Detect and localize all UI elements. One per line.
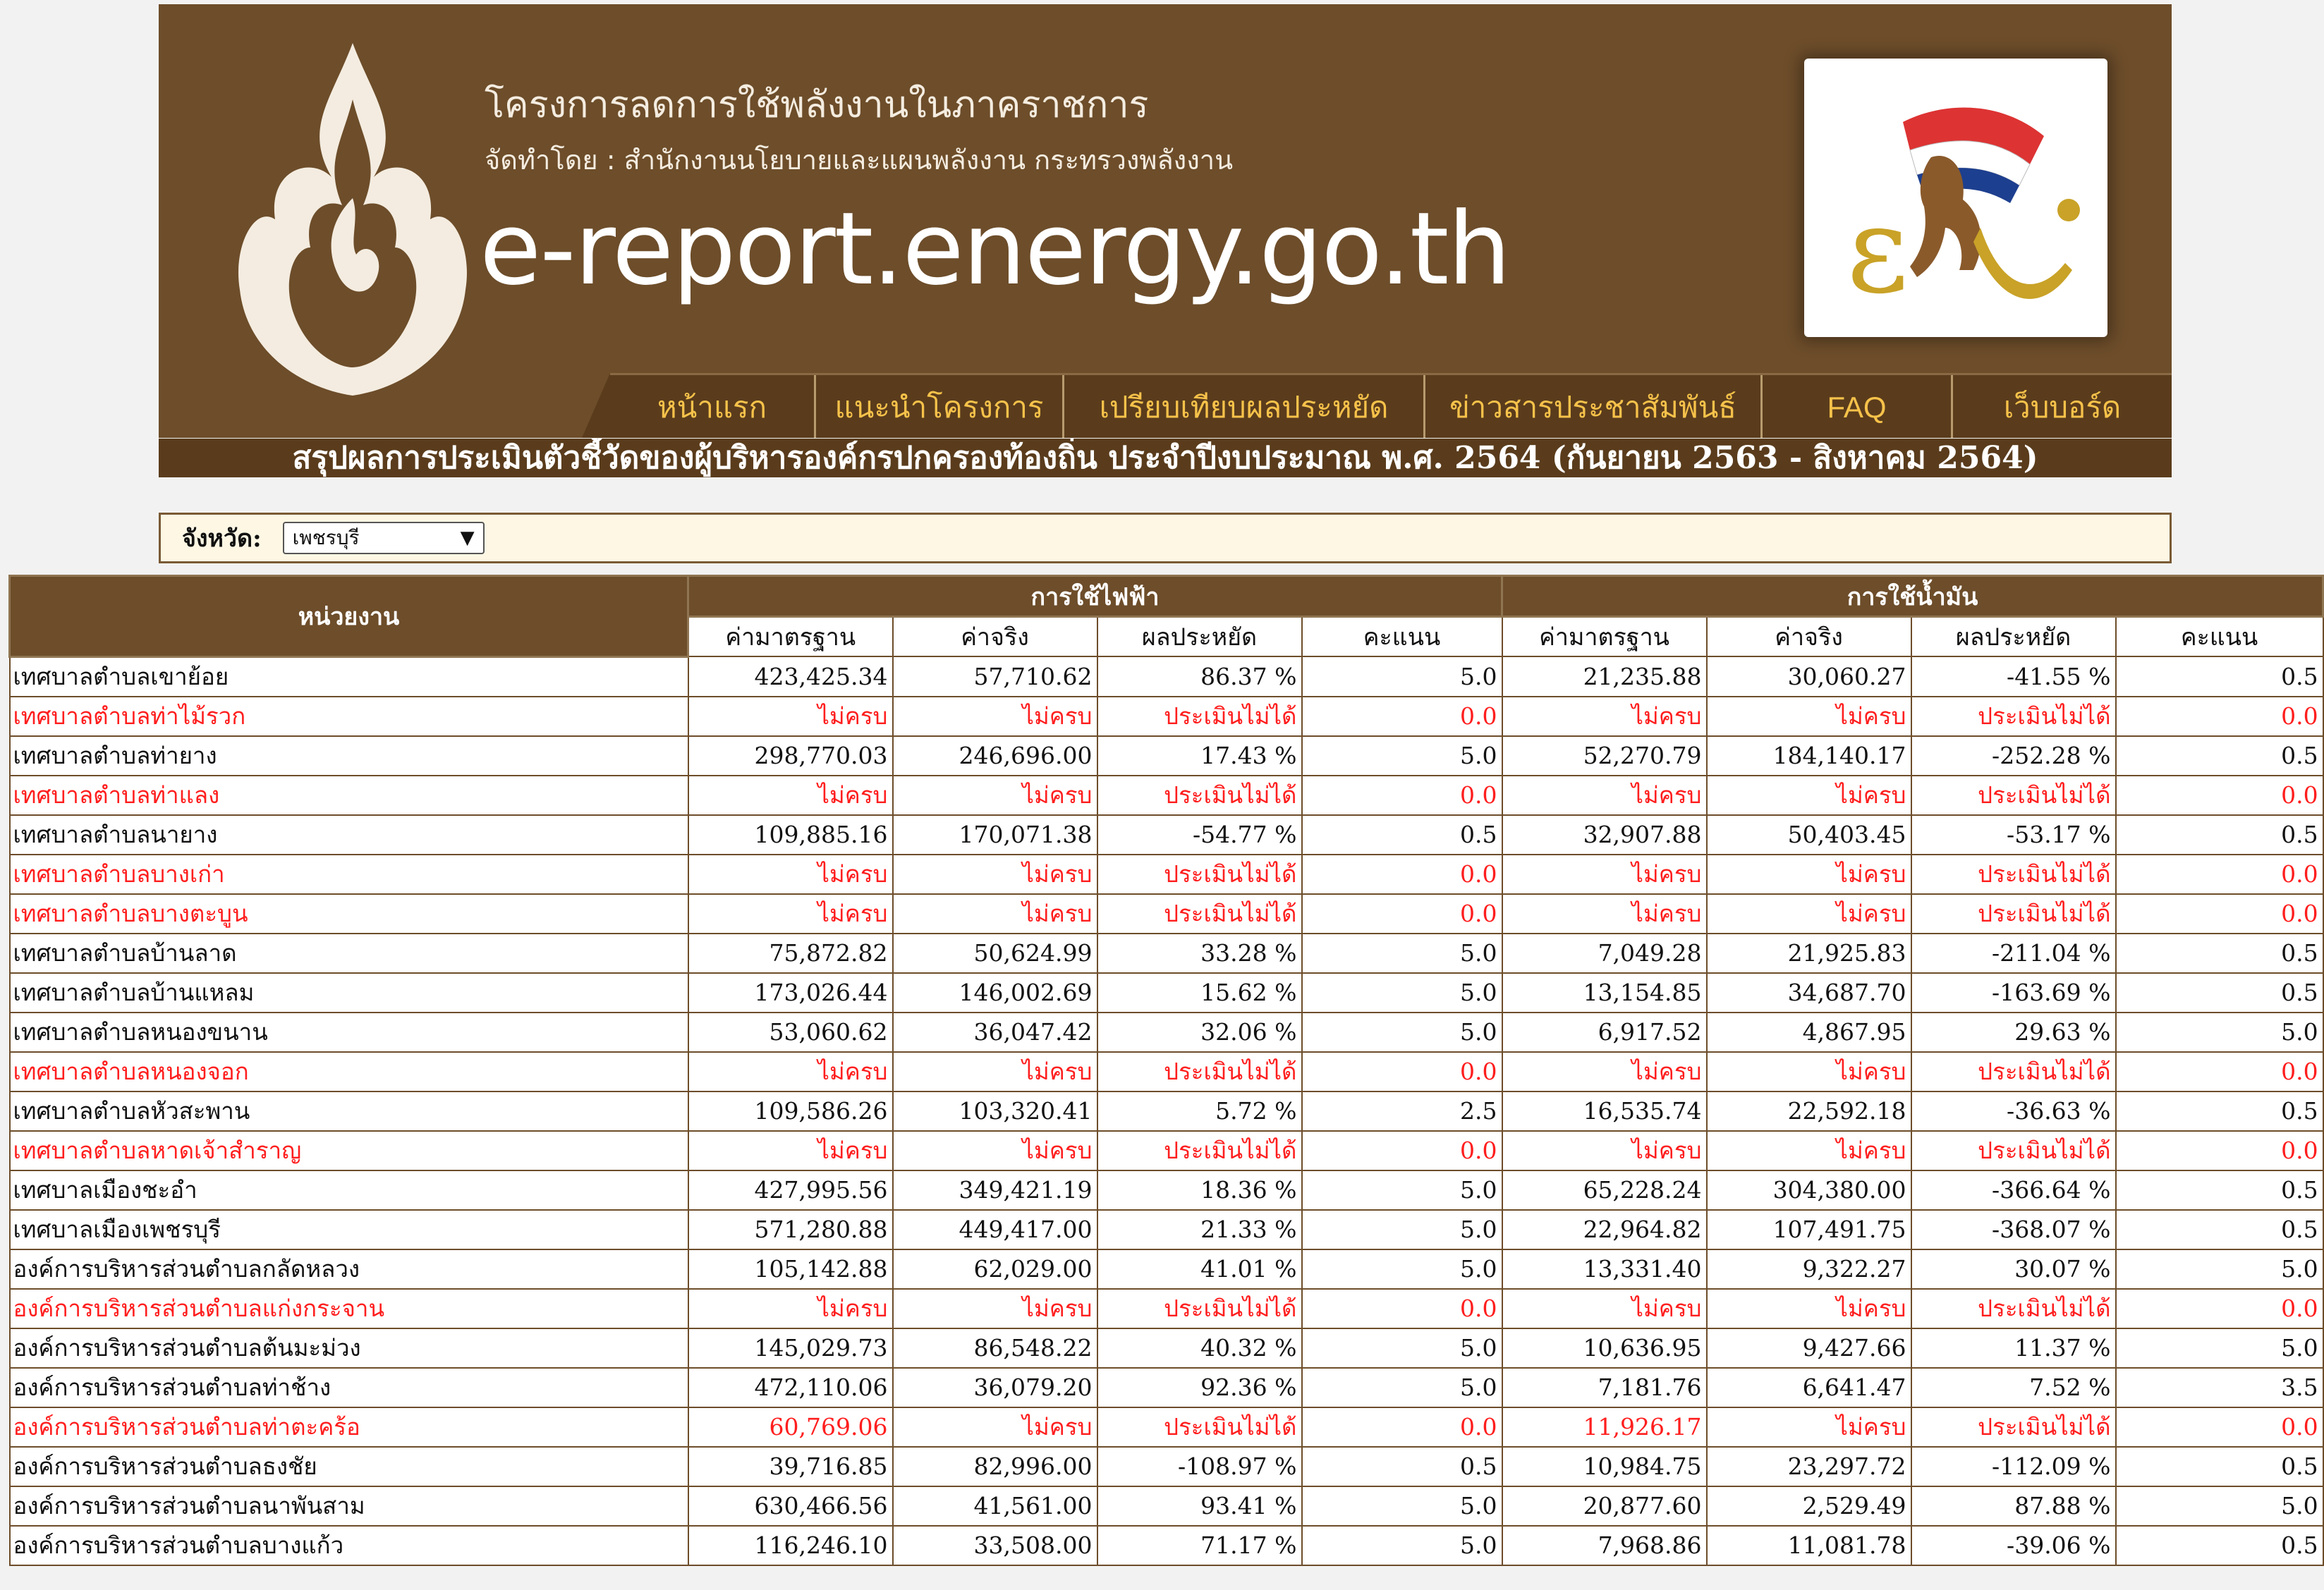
table-cell: ไม่ครบ xyxy=(893,697,1097,736)
table-row xyxy=(10,855,2323,894)
table-cell: 5.0 xyxy=(1302,1486,1502,1526)
nav-webboard[interactable]: เว็บบอร์ด xyxy=(2003,391,2122,424)
table-cell: ประเมินไม่ได้ xyxy=(1097,776,1302,815)
table-cell: 11,926.17 xyxy=(1502,1407,1707,1447)
table-cell: 0.5 xyxy=(2116,973,2323,1013)
table-cell: ประเมินไม่ได้ xyxy=(1911,1052,2116,1091)
table-cell: 13,154.85 xyxy=(1502,973,1707,1013)
table-cell: 5.0 xyxy=(1302,1249,1502,1289)
table-cell: 0.5 xyxy=(2116,815,2323,855)
unit-name-link[interactable]: เทศบาลตำบลบ้านลาด xyxy=(10,934,688,973)
table-cell: 109,885.16 xyxy=(688,815,893,855)
table-cell: 0.0 xyxy=(2116,1407,2323,1447)
table-row xyxy=(10,1526,2323,1565)
table-cell: 50,624.99 xyxy=(893,934,1097,973)
table-cell: ไม่ครบ xyxy=(893,776,1097,815)
table-row xyxy=(10,697,2323,736)
sub-header-6: ผลประหยัด xyxy=(1911,617,2116,657)
table-cell: 32,907.88 xyxy=(1502,815,1707,855)
table-cell: 427,995.56 xyxy=(688,1170,893,1210)
table-cell: 5.72 % xyxy=(1097,1091,1302,1131)
table-cell: 5.0 xyxy=(2116,1013,2323,1052)
table-cell: ไม่ครบ xyxy=(893,1407,1097,1447)
table-cell: 0.5 xyxy=(2116,656,2323,697)
table-cell: ไม่ครบ xyxy=(1707,697,1911,736)
table-cell: 87.88 % xyxy=(1911,1486,2116,1526)
table-cell: ไม่ครบ xyxy=(1707,1289,1911,1328)
table-cell: -36.63 % xyxy=(1911,1091,2116,1131)
table-row xyxy=(10,1407,2323,1447)
table-cell: 0.5 xyxy=(2116,1210,2323,1249)
table-cell: -108.97 % xyxy=(1097,1447,1302,1486)
unit-name-link[interactable]: เทศบาลตำบลนายาง xyxy=(10,815,688,855)
table-cell: 71.17 % xyxy=(1097,1526,1302,1565)
results-table xyxy=(8,575,2324,1566)
table-cell: 7,049.28 xyxy=(1502,934,1707,973)
table-cell: ประเมินไม่ได้ xyxy=(1097,1131,1302,1170)
table-cell: 5.0 xyxy=(1302,1526,1502,1565)
table-cell: 423,425.34 xyxy=(688,656,893,697)
table-cell: ประเมินไม่ได้ xyxy=(1097,1407,1302,1447)
table-cell: 0.0 xyxy=(2116,1131,2323,1170)
unit-name-link[interactable]: เทศบาลเมืองชะอำ xyxy=(10,1170,688,1210)
table-cell: ไม่ครบ xyxy=(1502,1131,1707,1170)
table-cell: ประเมินไม่ได้ xyxy=(1097,855,1302,894)
table-row xyxy=(10,1368,2323,1407)
unit-name-link[interactable]: เทศบาลตำบลบางตะบูน xyxy=(10,894,688,934)
table-cell: 0.0 xyxy=(2116,776,2323,815)
province-selected-value: เพชรบุรี xyxy=(292,526,360,549)
table-cell: -41.55 % xyxy=(1911,656,2116,697)
table-cell: 0.0 xyxy=(2116,855,2323,894)
table-row xyxy=(10,1249,2323,1289)
table-cell: 349,421.19 xyxy=(893,1170,1097,1210)
table-cell: ประเมินไม่ได้ xyxy=(1911,776,2116,815)
table-cell: ไม่ครบ xyxy=(688,1131,893,1170)
unit-name-link[interactable]: องค์การบริหารส่วนตำบลกลัดหลวง xyxy=(10,1249,688,1289)
table-cell: -54.77 % xyxy=(1097,815,1302,855)
table-cell: 10,984.75 xyxy=(1502,1447,1707,1486)
table-cell: -368.07 % xyxy=(1911,1210,2116,1249)
table-cell: 22,964.82 xyxy=(1502,1210,1707,1249)
table-cell: 6,641.47 xyxy=(1707,1368,1911,1407)
table-cell: 0.0 xyxy=(1302,1131,1502,1170)
unit-name-link[interactable]: องค์การบริหารส่วนตำบลท่าตะคร้อ xyxy=(10,1407,688,1447)
table-cell: 0.0 xyxy=(1302,894,1502,934)
table-cell: 18.36 % xyxy=(1097,1170,1302,1210)
table-cell: ไม่ครบ xyxy=(1502,1289,1707,1328)
table-cell: 82,996.00 xyxy=(893,1447,1097,1486)
table-cell: 75,872.82 xyxy=(688,934,893,973)
table-cell: ไม่ครบ xyxy=(688,855,893,894)
table-cell: 50,403.45 xyxy=(1707,815,1911,855)
site-domain: e-report.energy.go.th xyxy=(480,191,1510,307)
table-cell: 5.0 xyxy=(1302,1170,1502,1210)
table-row xyxy=(10,894,2323,934)
table-cell: 146,002.69 xyxy=(893,973,1097,1013)
report-subtitle: สรุปผลการประเมินตัวชี้วัดของผู้บริหารองค์กรปกครองท้องถิ่น ประจำปีงบประมาณ พ.ศ. 2564 (กันยายน 2563 - สิงหาคม 2564) xyxy=(159,439,2172,477)
table-cell: 7.52 % xyxy=(1911,1368,2116,1407)
table-cell: ไม่ครบ xyxy=(1502,894,1707,934)
table-row xyxy=(10,1131,2323,1170)
table-cell: 16,535.74 xyxy=(1502,1091,1707,1131)
table-cell: 0.5 xyxy=(2116,736,2323,776)
table-cell: 5.0 xyxy=(2116,1249,2323,1289)
table-cell: 22,592.18 xyxy=(1707,1091,1911,1131)
table-row xyxy=(10,815,2323,855)
table-cell: 449,417.00 xyxy=(893,1210,1097,1249)
table-row xyxy=(10,1289,2323,1328)
table-cell: 103,320.41 xyxy=(893,1091,1097,1131)
table-cell: 298,770.03 xyxy=(688,736,893,776)
horse-flag-logo-icon xyxy=(1804,59,2107,337)
table-row xyxy=(10,1091,2323,1131)
table-cell: 41,561.00 xyxy=(893,1486,1097,1526)
unit-name-link[interactable]: องค์การบริหารส่วนตำบลนาพันสาม xyxy=(10,1486,688,1526)
table-cell: ไม่ครบ xyxy=(1707,1131,1911,1170)
table-cell: 246,696.00 xyxy=(893,736,1097,776)
table-cell: 60,769.06 xyxy=(688,1407,893,1447)
table-cell: 304,380.00 xyxy=(1707,1170,1911,1210)
table-cell: 53,060.62 xyxy=(688,1013,893,1052)
unit-name-link[interactable]: เทศบาลตำบลบางเก่า xyxy=(10,855,688,894)
table-cell: 9,427.66 xyxy=(1707,1328,1911,1368)
table-cell: 0.0 xyxy=(1302,776,1502,815)
table-cell: 107,491.75 xyxy=(1707,1210,1911,1249)
table-cell: 86,548.22 xyxy=(893,1328,1097,1368)
table-cell: 39,716.85 xyxy=(688,1447,893,1486)
table-cell: 36,079.20 xyxy=(893,1368,1097,1407)
unit-name-link[interactable]: เทศบาลตำบลท่ายาง xyxy=(10,736,688,776)
table-cell: 30,060.27 xyxy=(1707,656,1911,697)
unit-name-link[interactable]: องค์การบริหารส่วนตำบลแก่งกระจาน xyxy=(10,1289,688,1328)
table-row xyxy=(10,1447,2323,1486)
table-row xyxy=(10,736,2323,776)
table-cell: 62,029.00 xyxy=(893,1249,1097,1289)
table-cell: 5.0 xyxy=(1302,736,1502,776)
unit-name-link[interactable]: เทศบาลตำบลหัวสะพาน xyxy=(10,1091,688,1131)
table-cell: 0.5 xyxy=(2116,1526,2323,1565)
table-row xyxy=(10,1052,2323,1091)
table-cell: ประเมินไม่ได้ xyxy=(1097,1289,1302,1328)
unit-name-link[interactable]: เทศบาลตำบลท่าแลง xyxy=(10,776,688,815)
table-cell: 15.62 % xyxy=(1097,973,1302,1013)
table-cell: 11.37 % xyxy=(1911,1328,2116,1368)
table-cell: 21,235.88 xyxy=(1502,656,1707,697)
province-select[interactable] xyxy=(283,522,485,554)
table-row xyxy=(10,776,2323,815)
table-cell: 105,142.88 xyxy=(688,1249,893,1289)
table-cell: ไม่ครบ xyxy=(688,697,893,736)
unit-name-link[interactable]: เทศบาลตำบลเขาย้อย xyxy=(10,656,688,697)
nav-faq[interactable]: FAQ xyxy=(1763,375,1953,438)
eoi-logo xyxy=(1804,59,2107,337)
table-cell: 17.43 % xyxy=(1097,736,1302,776)
unit-name-link[interactable]: เทศบาลเมืองเพชรบุรี xyxy=(10,1210,688,1249)
sub-header-1: ค่าจริง xyxy=(893,617,1097,657)
table-cell: 5.0 xyxy=(1302,973,1502,1013)
table-cell: 0.5 xyxy=(1302,1447,1502,1486)
logo-epsilon: ε xyxy=(1847,181,1909,320)
sub-header-7: คะแนน xyxy=(2116,617,2323,657)
nav-home[interactable]: หน้าแรก xyxy=(610,375,816,438)
unit-name-link[interactable]: องค์การบริหารส่วนตำบลต้นมะม่วง xyxy=(10,1328,688,1368)
chevron-down-icon: ▼ xyxy=(460,527,475,549)
table-cell: ประเมินไม่ได้ xyxy=(1097,1052,1302,1091)
table-cell: 5.0 xyxy=(1302,934,1502,973)
table-cell: ประเมินไม่ได้ xyxy=(1911,894,2116,934)
table-cell: 0.5 xyxy=(2116,1170,2323,1210)
table-cell: ไม่ครบ xyxy=(893,1052,1097,1091)
header-oil: การใช้น้ำมัน xyxy=(1502,576,2323,617)
sub-header-2: ผลประหยัด xyxy=(1097,617,1302,657)
table-row xyxy=(10,1210,2323,1249)
table-cell: ไม่ครบ xyxy=(893,894,1097,934)
unit-name-link[interactable]: องค์การบริหารส่วนตำบลท่าช้าง xyxy=(10,1368,688,1407)
table-cell: 33,508.00 xyxy=(893,1526,1097,1565)
table-cell: 630,466.56 xyxy=(688,1486,893,1526)
table-cell: 571,280.88 xyxy=(688,1210,893,1249)
table-cell: ประเมินไม่ได้ xyxy=(1097,697,1302,736)
table-cell: 5.0 xyxy=(1302,1013,1502,1052)
table-cell: 2,529.49 xyxy=(1707,1486,1911,1526)
table-cell: 4,867.95 xyxy=(1707,1013,1911,1052)
table-cell: ประเมินไม่ได้ xyxy=(1911,1131,2116,1170)
site-organization: จัดทำโดย : สำนักงานนโยบายและแผนพลังงาน กระทรวงพลังงาน xyxy=(485,145,1234,176)
table-cell: ไม่ครบ xyxy=(688,1289,893,1328)
header-unit: หน่วยงาน xyxy=(10,576,688,657)
site-title: โครงการลดการใช้พลังงานในภาคราชการ xyxy=(485,84,1149,126)
header-electric: การใช้ไฟฟ้า xyxy=(688,576,1502,617)
table-cell: ไม่ครบ xyxy=(1707,894,1911,934)
table-cell: 0.5 xyxy=(1302,815,1502,855)
table-cell: 36,047.42 xyxy=(893,1013,1097,1052)
table-cell: 6,917.52 xyxy=(1502,1013,1707,1052)
table-cell: ประเมินไม่ได้ xyxy=(1911,1289,2116,1328)
nav-corner xyxy=(582,373,610,438)
table-cell: ไม่ครบ xyxy=(1502,855,1707,894)
header-banner xyxy=(159,4,2172,438)
table-cell: 116,246.10 xyxy=(688,1526,893,1565)
table-cell: 33.28 % xyxy=(1097,934,1302,973)
table-cell: ไม่ครบ xyxy=(688,1052,893,1091)
table-cell: 0.0 xyxy=(1302,697,1502,736)
unit-name-link[interactable]: เทศบาลตำบลหนองจอก xyxy=(10,1052,688,1091)
table-cell: ไม่ครบ xyxy=(893,855,1097,894)
table-cell: ไม่ครบ xyxy=(1707,1407,1911,1447)
unit-name-link[interactable]: เทศบาลตำบลบ้านแหลม xyxy=(10,973,688,1013)
table-cell: 173,026.44 xyxy=(688,973,893,1013)
table-cell: 65,228.24 xyxy=(1502,1170,1707,1210)
table-cell: 2.5 xyxy=(1302,1091,1502,1131)
table-cell: ไม่ครบ xyxy=(688,894,893,934)
table-cell: 145,029.73 xyxy=(688,1328,893,1368)
table-cell: 0.0 xyxy=(2116,697,2323,736)
table-cell: ประเมินไม่ได้ xyxy=(1911,855,2116,894)
sub-header-3: คะแนน xyxy=(1302,617,1502,657)
table-cell: -163.69 % xyxy=(1911,973,2116,1013)
table-cell: 5.0 xyxy=(1302,1210,1502,1249)
unit-name-link[interactable]: องค์การบริหารส่วนตำบลบางแก้ว xyxy=(10,1526,688,1565)
flame-logo-icon xyxy=(226,36,480,403)
main-nav xyxy=(610,373,2172,438)
table-row xyxy=(10,1013,2323,1052)
table-body xyxy=(10,656,2323,1565)
sub-header-0: ค่ามาตรฐาน xyxy=(688,617,893,657)
table-cell: -366.64 % xyxy=(1911,1170,2116,1210)
unit-name-link[interactable]: องค์การบริหารส่วนตำบลธงชัย xyxy=(10,1447,688,1486)
table-row xyxy=(10,1486,2323,1526)
table-cell: 7,968.86 xyxy=(1502,1526,1707,1565)
nav-news[interactable]: ข่าวสารประชาสัมพันธ์ xyxy=(1425,375,1763,438)
table-cell: ประเมินไม่ได้ xyxy=(1097,894,1302,934)
table-cell: ไม่ครบ xyxy=(1502,1052,1707,1091)
table-cell: ไม่ครบ xyxy=(688,776,893,815)
table-cell: 0.5 xyxy=(2116,1091,2323,1131)
table-cell: 52,270.79 xyxy=(1502,736,1707,776)
table-cell: ไม่ครบ xyxy=(1502,697,1707,736)
unit-name-link[interactable]: เทศบาลตำบลหาดเจ้าสำราญ xyxy=(10,1131,688,1170)
table-cell: 0.0 xyxy=(2116,1289,2323,1328)
table-cell: ไม่ครบ xyxy=(1707,776,1911,815)
table-cell: 0.0 xyxy=(1302,1052,1502,1091)
table-cell: 13,331.40 xyxy=(1502,1249,1707,1289)
table-cell: 5.0 xyxy=(2116,1486,2323,1526)
table-cell: 0.5 xyxy=(2116,934,2323,973)
table-cell: ไม่ครบ xyxy=(893,1289,1097,1328)
table-cell: -211.04 % xyxy=(1911,934,2116,973)
table-cell: ไม่ครบ xyxy=(1707,1052,1911,1091)
table-cell: 92.36 % xyxy=(1097,1368,1302,1407)
table-cell: 5.0 xyxy=(2116,1328,2323,1368)
table-cell: 21,925.83 xyxy=(1707,934,1911,973)
table-cell: 23,297.72 xyxy=(1707,1447,1911,1486)
table-cell: 5.0 xyxy=(1302,656,1502,697)
table-cell: -252.28 % xyxy=(1911,736,2116,776)
table-cell: 40.32 % xyxy=(1097,1328,1302,1368)
province-label: จังหวัด: xyxy=(182,525,262,553)
table-cell: 5.0 xyxy=(1302,1328,1502,1368)
table-row xyxy=(10,1170,2323,1210)
table-cell: 0.5 xyxy=(2116,1447,2323,1486)
table-cell: 184,140.17 xyxy=(1707,736,1911,776)
table-row xyxy=(10,1328,2323,1368)
table-cell: ไม่ครบ xyxy=(893,1131,1097,1170)
table-row xyxy=(10,656,2323,697)
nav-about-project[interactable]: แนะนำโครงการ xyxy=(816,375,1064,438)
table-cell: 0.0 xyxy=(1302,1289,1502,1328)
table-cell: 29.63 % xyxy=(1911,1013,2116,1052)
table-cell: 0.0 xyxy=(2116,894,2323,934)
table-cell: -112.09 % xyxy=(1911,1447,2116,1486)
table-cell: 170,071.38 xyxy=(893,815,1097,855)
table-cell: 11,081.78 xyxy=(1707,1526,1911,1565)
unit-name-link[interactable]: เทศบาลตำบลท่าไม้รวก xyxy=(10,697,688,736)
table-cell: 10,636.95 xyxy=(1502,1328,1707,1368)
nav-compare-savings[interactable]: เปรียบเทียบผลประหยัด xyxy=(1064,375,1425,438)
table-cell: 57,710.62 xyxy=(893,656,1097,697)
table-cell: 30.07 % xyxy=(1911,1249,2116,1289)
sub-header-4: ค่ามาตรฐาน xyxy=(1502,617,1707,657)
table-cell: 32.06 % xyxy=(1097,1013,1302,1052)
table-cell: -39.06 % xyxy=(1911,1526,2116,1565)
table-cell: 9,322.27 xyxy=(1707,1249,1911,1289)
unit-name-link[interactable]: เทศบาลตำบลหนองขนาน xyxy=(10,1013,688,1052)
table-cell: ไม่ครบ xyxy=(1707,855,1911,894)
table-cell: 20,877.60 xyxy=(1502,1486,1707,1526)
table-cell: 34,687.70 xyxy=(1707,973,1911,1013)
table-cell: 472,110.06 xyxy=(688,1368,893,1407)
table-cell: 109,586.26 xyxy=(688,1091,893,1131)
table-cell: -53.17 % xyxy=(1911,815,2116,855)
table-cell: 41.01 % xyxy=(1097,1249,1302,1289)
table-row xyxy=(10,934,2323,973)
table-cell: ประเมินไม่ได้ xyxy=(1911,697,2116,736)
table-cell: 86.37 % xyxy=(1097,656,1302,697)
table-cell: 0.0 xyxy=(1302,1407,1502,1447)
table-row xyxy=(10,973,2323,1013)
table-cell: 21.33 % xyxy=(1097,1210,1302,1249)
table-cell: 0.0 xyxy=(1302,855,1502,894)
sub-header-5: ค่าจริง xyxy=(1707,617,1911,657)
table-cell: 7,181.76 xyxy=(1502,1368,1707,1407)
table-cell: 5.0 xyxy=(1302,1368,1502,1407)
table-cell: ไม่ครบ xyxy=(1502,776,1707,815)
table-cell: ประเมินไม่ได้ xyxy=(1911,1407,2116,1447)
table-cell: 0.0 xyxy=(2116,1052,2323,1091)
province-filter-bar xyxy=(159,513,2172,563)
table-cell: 93.41 % xyxy=(1097,1486,1302,1526)
table-cell: 3.5 xyxy=(2116,1368,2323,1407)
